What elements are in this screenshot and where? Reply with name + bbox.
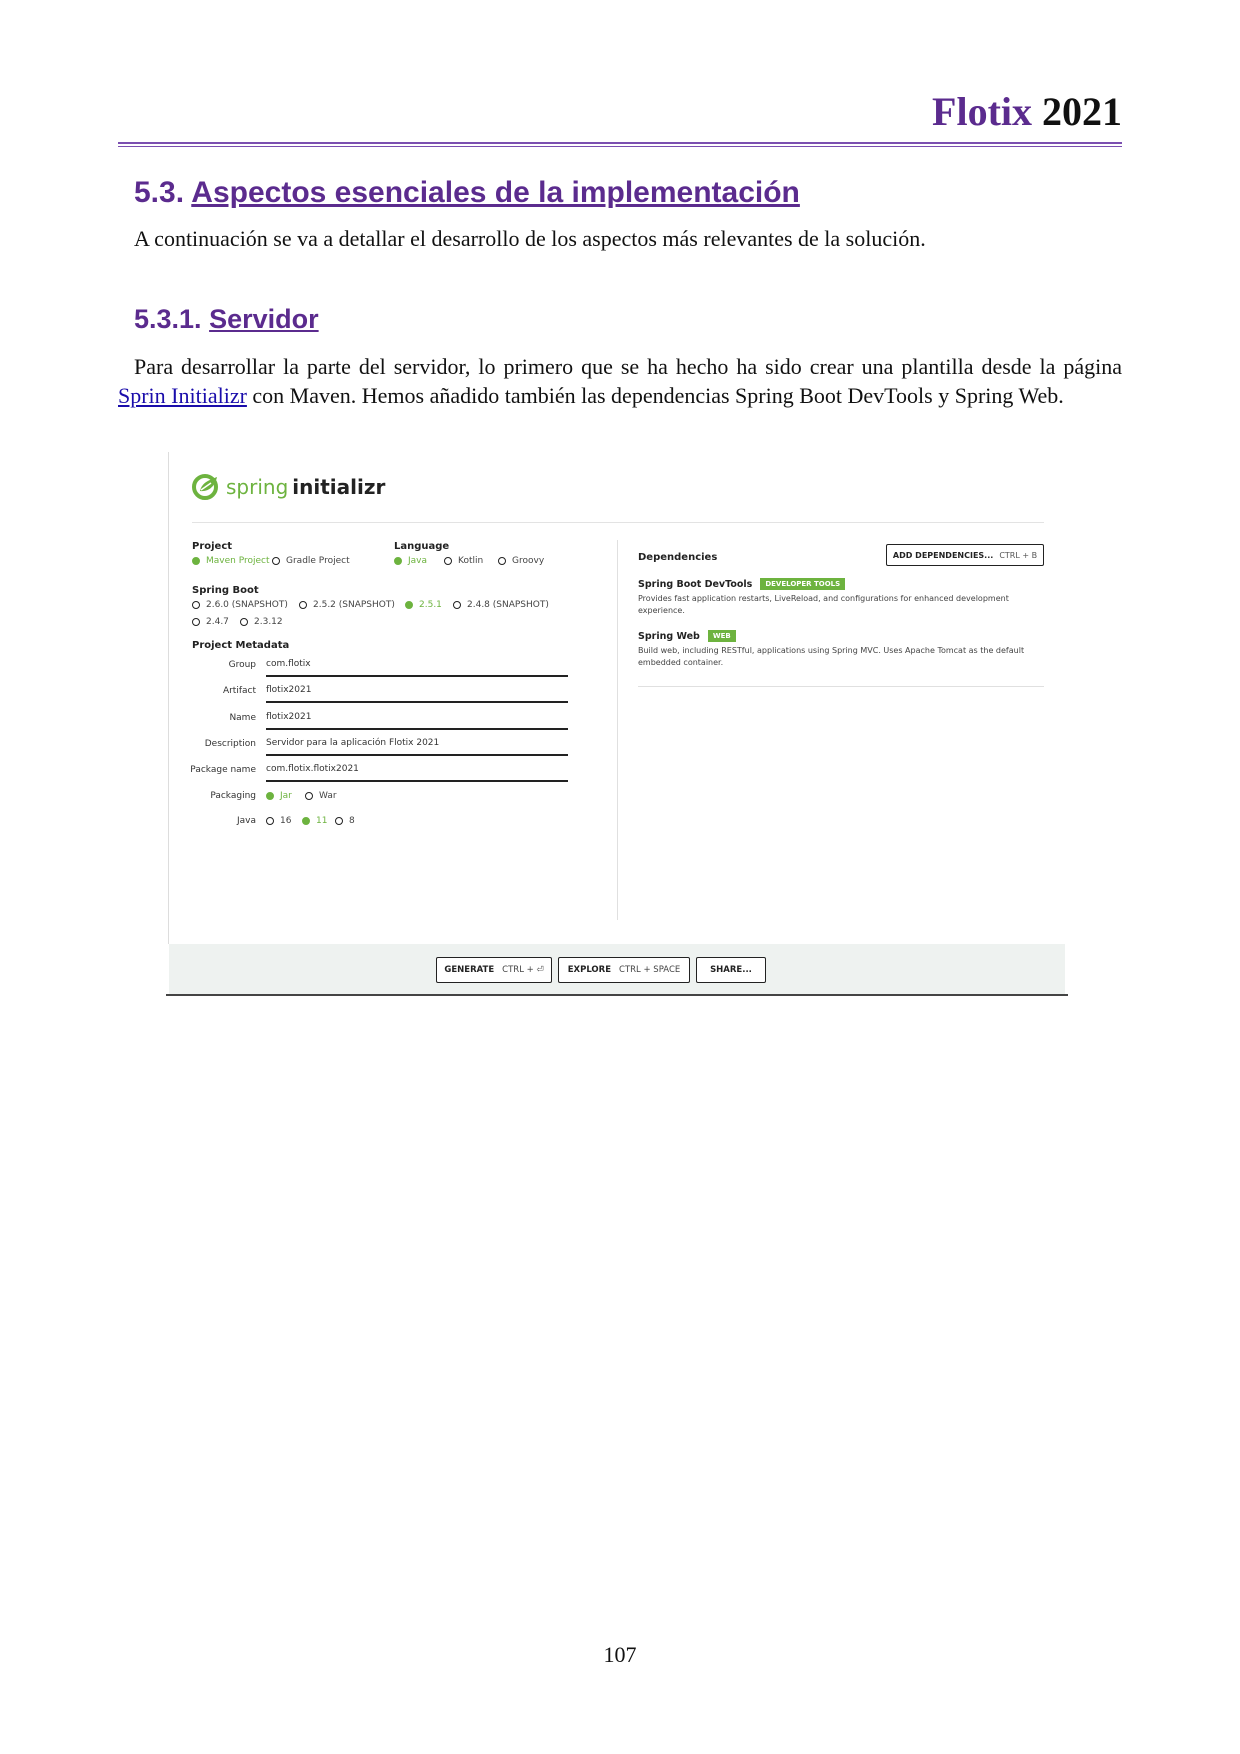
- add-dependencies-button[interactable]: [886, 544, 1044, 566]
- option-label: Groovy: [512, 556, 545, 566]
- add-dependencies-label: ADD DEPENDENCIES...: [892, 550, 994, 560]
- screenshot-bottom-border: [166, 994, 1068, 996]
- header-rule: [118, 142, 1122, 144]
- dependency-devtools[interactable]: [638, 578, 845, 590]
- java-8-radio[interactable]: [335, 816, 355, 826]
- package-name-input[interactable]: com.flotix.flotix2021: [266, 764, 568, 782]
- artifact-label: Artifact: [222, 686, 256, 696]
- radio-selected-icon: [302, 817, 310, 825]
- language-java-radio[interactable]: [394, 556, 427, 566]
- description-input[interactable]: Servidor para la aplicación Flotix 2021: [266, 738, 568, 756]
- page-header: [118, 88, 1122, 135]
- paragraph-text-before: Para desarrollar la parte del servidor, lo primero que se ha hecho ha sido crear una plantilla desde la página: [134, 354, 1122, 379]
- radio-icon: [444, 557, 452, 565]
- share-label: SHARE...: [710, 965, 752, 975]
- option-label: 16: [280, 816, 292, 826]
- boot-version-radio[interactable]: [240, 617, 283, 627]
- option-label: 8: [349, 816, 355, 826]
- header-divider: [192, 522, 1044, 523]
- generate-label: GENERATE: [444, 965, 495, 975]
- language-kotlin-radio[interactable]: [444, 556, 483, 566]
- name-label: Name: [229, 713, 256, 723]
- spring-leaf-icon: [192, 474, 220, 500]
- dependency-badge: DEVELOPER TOOLS: [760, 578, 845, 590]
- initializr-link[interactable]: Sprin Initializr: [118, 383, 247, 408]
- subsection-paragraph: [118, 352, 1122, 410]
- java-11-radio[interactable]: [302, 816, 327, 826]
- dependencies-divider: [638, 686, 1044, 687]
- project-metadata-label: Project Metadata: [192, 640, 290, 651]
- radio-icon: [299, 601, 307, 609]
- option-label: 2.6.0 (SNAPSHOT): [206, 600, 288, 610]
- header-brand: Flotix: [932, 89, 1032, 134]
- option-label: 2.4.8 (SNAPSHOT): [467, 600, 549, 610]
- dependency-badge: WEB: [708, 630, 736, 642]
- section-heading: [134, 176, 800, 210]
- radio-icon: [240, 618, 248, 626]
- share-button[interactable]: [696, 957, 766, 983]
- section-intro: A continuación se va a detallar el desarrollo de los aspectos más relevantes de la solución.: [134, 226, 926, 251]
- boot-version-radio[interactable]: [192, 600, 288, 610]
- boot-version-radio[interactable]: [299, 600, 395, 610]
- explore-button[interactable]: [558, 957, 690, 983]
- packaging-war-radio[interactable]: [305, 791, 337, 801]
- radio-icon: [453, 601, 461, 609]
- packaging-label: Packaging: [210, 791, 256, 801]
- option-label: Jar: [280, 791, 292, 801]
- generate-shortcut: CTRL + ⏎: [502, 965, 544, 975]
- description-label: Description: [204, 739, 256, 749]
- dependency-spring-web[interactable]: [638, 630, 736, 642]
- radio-selected-icon: [394, 557, 402, 565]
- explore-label: EXPLORE: [567, 965, 612, 975]
- java-16-radio[interactable]: [266, 816, 291, 826]
- radio-icon: [192, 618, 200, 626]
- language-label: Language: [394, 541, 450, 552]
- add-dependencies-shortcut: CTRL + B: [999, 550, 1038, 560]
- project-maven-radio[interactable]: [192, 556, 270, 566]
- option-label: 2.5.1: [419, 600, 442, 610]
- artifact-input[interactable]: flotix2021: [266, 685, 568, 703]
- radio-icon: [272, 557, 280, 565]
- java-version-label: Java: [236, 816, 256, 826]
- section-number: 5.3.: [134, 176, 185, 209]
- project-gradle-radio[interactable]: [272, 556, 350, 566]
- option-label: 11: [316, 816, 328, 826]
- option-label: Kotlin: [458, 556, 484, 566]
- name-input[interactable]: flotix2021: [266, 712, 568, 730]
- subsection-title: Servidor: [209, 304, 319, 334]
- generate-button[interactable]: [436, 957, 552, 983]
- spring-boot-label: Spring Boot: [192, 585, 259, 596]
- dependency-name: Spring Boot DevTools: [638, 578, 753, 590]
- radio-icon: [266, 817, 274, 825]
- group-input[interactable]: com.flotix: [266, 659, 568, 677]
- radio-icon: [498, 557, 506, 565]
- dependency-name: Spring Web: [638, 630, 700, 642]
- radio-icon: [305, 792, 313, 800]
- option-label: Maven Project: [206, 556, 270, 566]
- language-groovy-radio[interactable]: [498, 556, 544, 566]
- page-number: 107: [603, 1642, 637, 1667]
- subsection-heading: [134, 304, 319, 335]
- group-label: Group: [228, 660, 256, 670]
- spring-initializr-logo[interactable]: [192, 472, 385, 502]
- boot-version-radio[interactable]: [192, 617, 229, 627]
- boot-version-radio-selected[interactable]: [405, 600, 442, 610]
- radio-selected-icon: [192, 557, 200, 565]
- dependency-description: Provides fast application restarts, LiveReload, and configurations for enhanced development experience.: [638, 594, 1009, 615]
- column-divider: [617, 540, 618, 920]
- option-label: Java: [408, 556, 428, 566]
- initializr-screenshot: [168, 452, 1066, 996]
- header-rule-thin: [118, 146, 1122, 147]
- option-label: 2.3.12: [254, 617, 283, 627]
- dependencies-label: Dependencies: [638, 552, 718, 563]
- packaging-jar-radio[interactable]: [266, 791, 292, 801]
- logo-spring-text: spring: [226, 475, 289, 499]
- project-label: Project: [192, 541, 233, 552]
- header-year: 2021: [1042, 89, 1122, 134]
- logo-initializr-text: initializr: [292, 475, 386, 499]
- explore-shortcut: CTRL + SPACE: [619, 965, 681, 975]
- dependency-description: Build web, including RESTful, applications using Spring MVC. Uses Apache Tomcat as the default embedded container.: [638, 646, 1025, 667]
- radio-selected-icon: [405, 601, 413, 609]
- paragraph-text-after: con Maven. Hemos añadido también las dependencias Spring Boot DevTools y Spring Web.: [246, 383, 1064, 408]
- radio-selected-icon: [266, 792, 274, 800]
- radio-icon: [192, 601, 200, 609]
- option-label: 2.5.2 (SNAPSHOT): [313, 600, 395, 610]
- option-label: 2.4.7: [206, 617, 229, 627]
- section-title: Aspectos esenciales de la implementación: [191, 176, 800, 209]
- package-name-label: Package name: [190, 765, 256, 775]
- option-label: War: [319, 791, 337, 801]
- radio-icon: [335, 817, 343, 825]
- option-label: Gradle Project: [286, 556, 350, 566]
- screenshot-left-border: [168, 452, 169, 944]
- boot-version-radio[interactable]: [453, 600, 549, 610]
- subsection-number: 5.3.1.: [134, 304, 202, 334]
